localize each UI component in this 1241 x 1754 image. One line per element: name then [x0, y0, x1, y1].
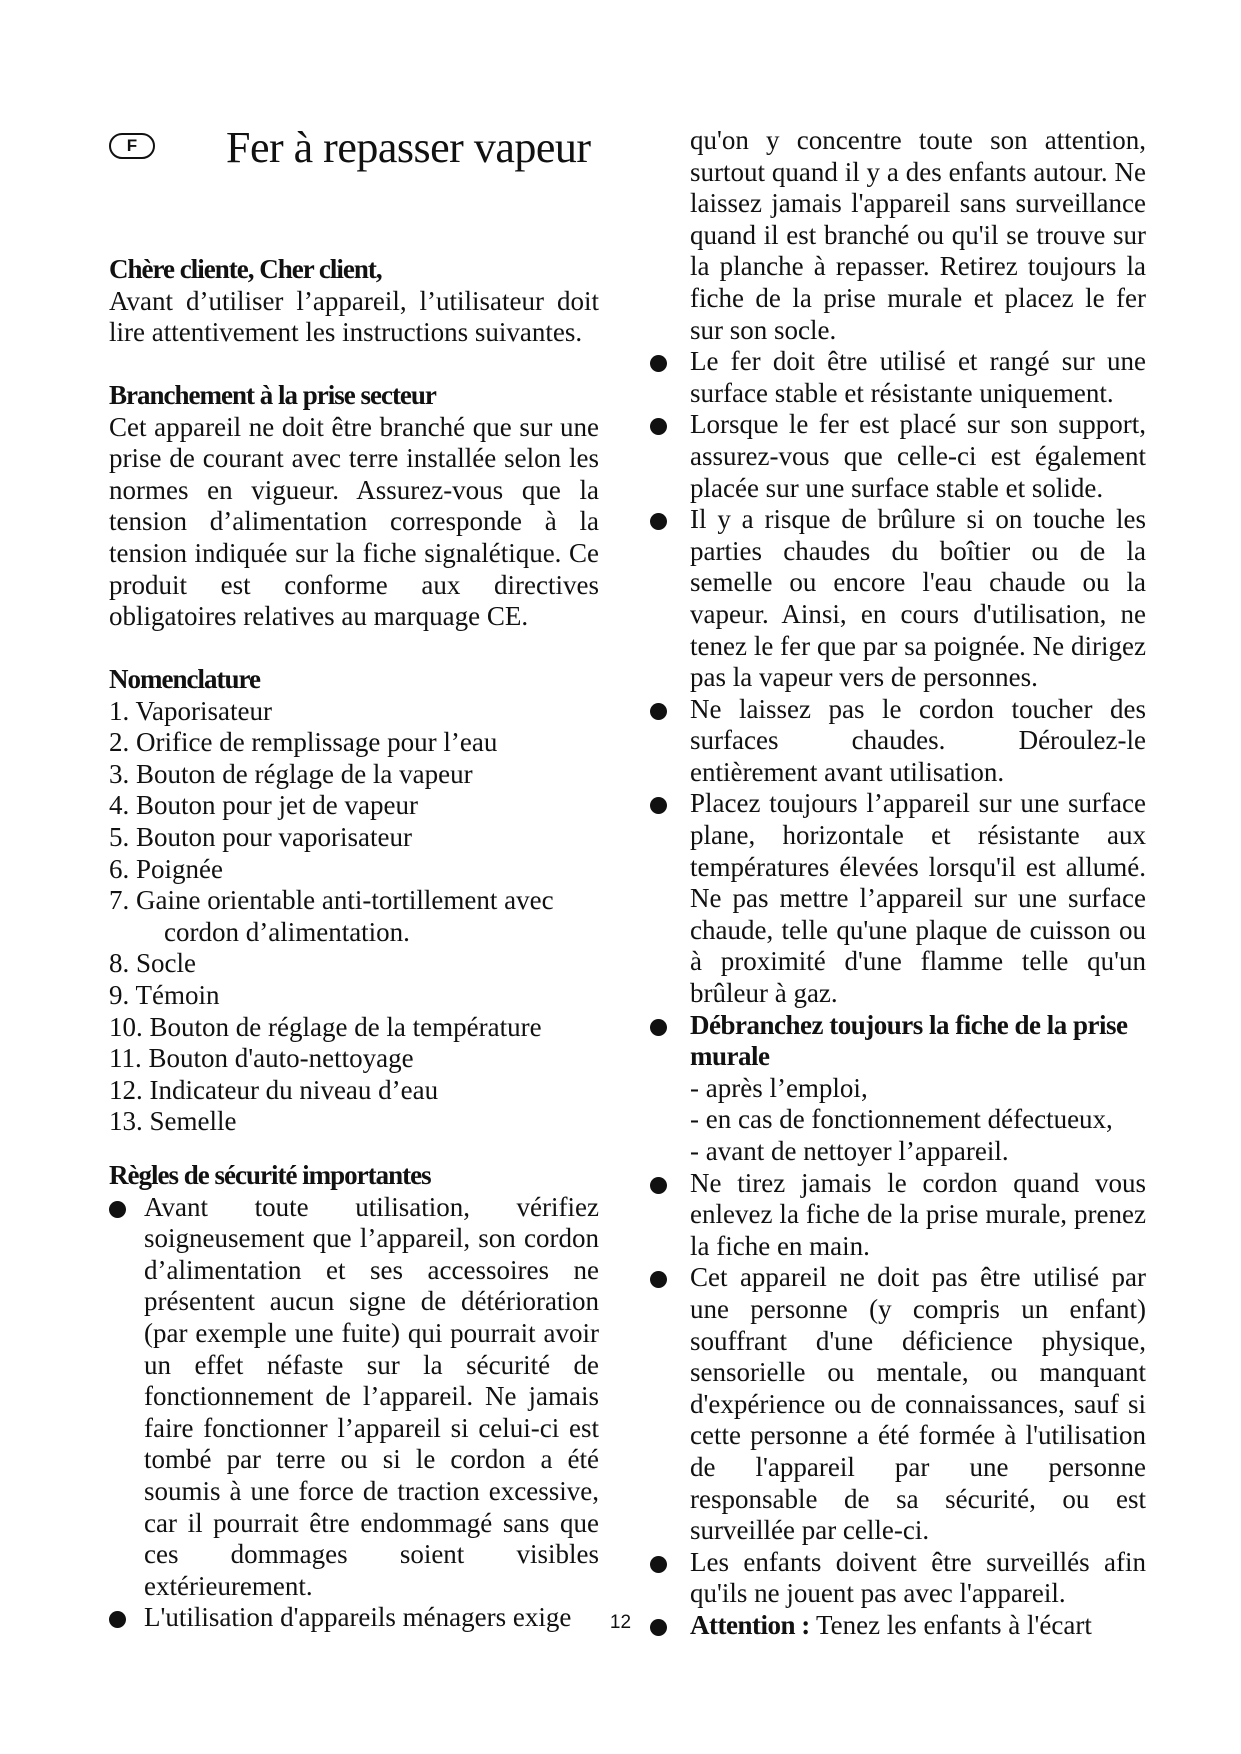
bullet-icon	[650, 1271, 667, 1288]
branchement-heading: Branchement à la prise secteur	[109, 380, 436, 410]
attention-text: Tenez les enfants à l'écart	[816, 1609, 1092, 1640]
list-item: 13. Semelle	[109, 1106, 237, 1137]
list-item	[650, 504, 1146, 694]
bullet-icon	[109, 1201, 126, 1218]
right-column	[650, 125, 1146, 1642]
intro-heading: Chère cliente, Cher client,	[109, 254, 382, 284]
nomenclature-heading: Nomenclature	[109, 664, 260, 694]
list-item-text: Il y a risque de brûlure si on touche les parties chaudes du boîtier ou de la semelle ou encore l'eau chaude ou la vapeur. Ainsi, en cours d'utilisation, ne tenez le fer que par sa poignée. Ne dirigez pas la vapeur vers de personnes.	[690, 504, 1146, 693]
unplug-sub-item: - après l’emploi,	[690, 1072, 868, 1103]
list-item-text: Avant toute utilisation, vérifiez soigneusement que l’appareil, son cordon d’alimentation et ses accessoires ne présentent aucun signe de détérioration (par exemple une fuite) qui pourrait avoir un effet néfaste sur la sécurité de fonctionnement de l’appareil. Ne jamais faire fonctionner l’appareil si celui-ci est tombé par terre ou si le cordon a été soumis à une force de traction excessive, car il pourrait être endommagé sans que ces dommages soient visibles extérieurement.	[144, 1191, 599, 1601]
list-item: 3. Bouton de réglage de la vapeur	[109, 758, 473, 789]
list-item	[650, 1010, 1146, 1168]
bullet-icon	[650, 1177, 667, 1194]
list-item: 12. Indicateur du niveau d’eau	[109, 1074, 439, 1105]
branchement-text: Cet appareil ne doit être branché que sur une prise de courant avec terre installée selon les normes en vigueur. Assurez-vous que la tension d’alimentation corresponde à la tension indiquée sur la fiche signalétique. Ce produit est conforme aux directives obligatoires relatives au marquage CE.	[109, 411, 599, 632]
list-item-text: 7. Gaine orientable anti-tortillement avec	[109, 885, 554, 916]
list-item: 6. Poignée	[109, 853, 223, 884]
bullet-icon	[650, 703, 667, 720]
nomenclature-section	[109, 664, 599, 1138]
bullet-icon	[650, 1019, 667, 1036]
bullet-icon	[650, 418, 667, 435]
list-item	[109, 1192, 599, 1603]
unplug-sub-item: - avant de nettoyer l’appareil.	[690, 1136, 1009, 1166]
bullet-icon	[650, 355, 667, 372]
nomenclature-list	[109, 696, 599, 1138]
list-item: 8. Socle	[109, 948, 196, 979]
list-item-text: Cet appareil ne doit pas être utilisé par une personne (y compris un enfant) souffrant d'une déficience physique, sensorielle ou mentale, ou manquant d'expérience ou de connaissances, sauf si cette personne a été formée à l'utilisation de l'appareil par une personne responsable de sa sécurité, ou est surveillée par celle-ci.	[690, 1262, 1146, 1546]
list-item: 10. Bouton de réglage de la température	[109, 1011, 542, 1042]
list-item: 4. Bouton pour jet de vapeur	[109, 790, 418, 821]
list-item: 9. Témoin	[109, 979, 220, 1010]
safety-list-right	[650, 346, 1146, 1641]
list-item-text: Ne laissez pas le cordon toucher des surfaces chaudes. Déroulez-le entièrement avant utilisation.	[690, 693, 1146, 787]
page-header	[109, 123, 609, 183]
list-item	[650, 694, 1146, 789]
language-badge: F	[109, 133, 155, 159]
list-item	[650, 788, 1146, 1009]
page-number: 12	[609, 1612, 632, 1633]
list-item	[109, 885, 599, 948]
list-item	[650, 1168, 1146, 1263]
list-item: 1. Vaporisateur	[109, 695, 272, 726]
safety-list-left	[109, 1192, 599, 1634]
list-item-text: Le fer doit être utilisé et rangé sur une surface stable et résistante uniquement.	[690, 346, 1146, 408]
list-item-text: L'utilisation d'appareils ménagers exige	[144, 1602, 572, 1633]
list-item: 5. Bouton pour vaporisateur	[109, 821, 412, 852]
bullet-icon	[650, 513, 667, 530]
list-item: 2. Orifice de remplissage pour l’eau	[109, 727, 498, 758]
list-item-text: Lorsque le fer est placé sur son support, assurez-vous que celle-ci est également placée sur une surface stable et solide.	[690, 409, 1146, 503]
intro-section	[109, 254, 599, 349]
securite-heading: Règles de sécurité importantes	[109, 1160, 431, 1190]
list-item	[650, 1262, 1146, 1546]
securite-section	[109, 1160, 599, 1634]
list-item-text: Les enfants doivent être surveillés afin qu'ils ne jouent pas avec l'appareil.	[690, 1546, 1146, 1609]
bullet-icon	[650, 797, 667, 814]
intro-text: Avant d’utiliser l’appareil, l’utilisateur doit lire attentivement les instructions suivantes.	[109, 285, 599, 348]
list-item-text: Placez toujours l’appareil sur une surface plane, horizontale et résistante aux températures élevées lorsqu'il est allumé. Ne pas mettre l’appareil sur une surface chaude, telle qu'une plaque de cuisson ou à proximité d'une flamme telle qu'un brûleur à gaz.	[690, 788, 1146, 1009]
list-item: 11. Bouton d'auto-nettoyage	[109, 1043, 414, 1074]
list-item	[650, 346, 1146, 409]
list-item-continuation: cordon d’alimentation.	[164, 916, 410, 947]
safety-continuation-text: qu'on y concentre toute son attention, surtout quand il y a des enfants autour. Ne laissez jamais l'appareil sans surveillance quand il est branché ou qu'il se trouve sur la planche à repasser. Retirez toujours la fiche de la prise murale et placez le fer sur son socle.	[690, 125, 1146, 345]
bullet-icon	[650, 1556, 667, 1573]
list-item	[650, 1547, 1146, 1610]
list-item-text: Ne tirez jamais le cordon quand vous enlevez la fiche de la prise murale, prenez la fiche en main.	[690, 1167, 1146, 1261]
unplug-sub-item: - en cas de fonctionnement défectueux,	[690, 1104, 1113, 1135]
list-item	[650, 409, 1146, 504]
unplug-heading: Débranchez toujours la fiche de la prise murale	[690, 1009, 1128, 1072]
attention-label: Attention :	[690, 1609, 810, 1640]
page-title: Fer à repasser vapeur	[226, 123, 591, 172]
branchement-section	[109, 380, 599, 633]
